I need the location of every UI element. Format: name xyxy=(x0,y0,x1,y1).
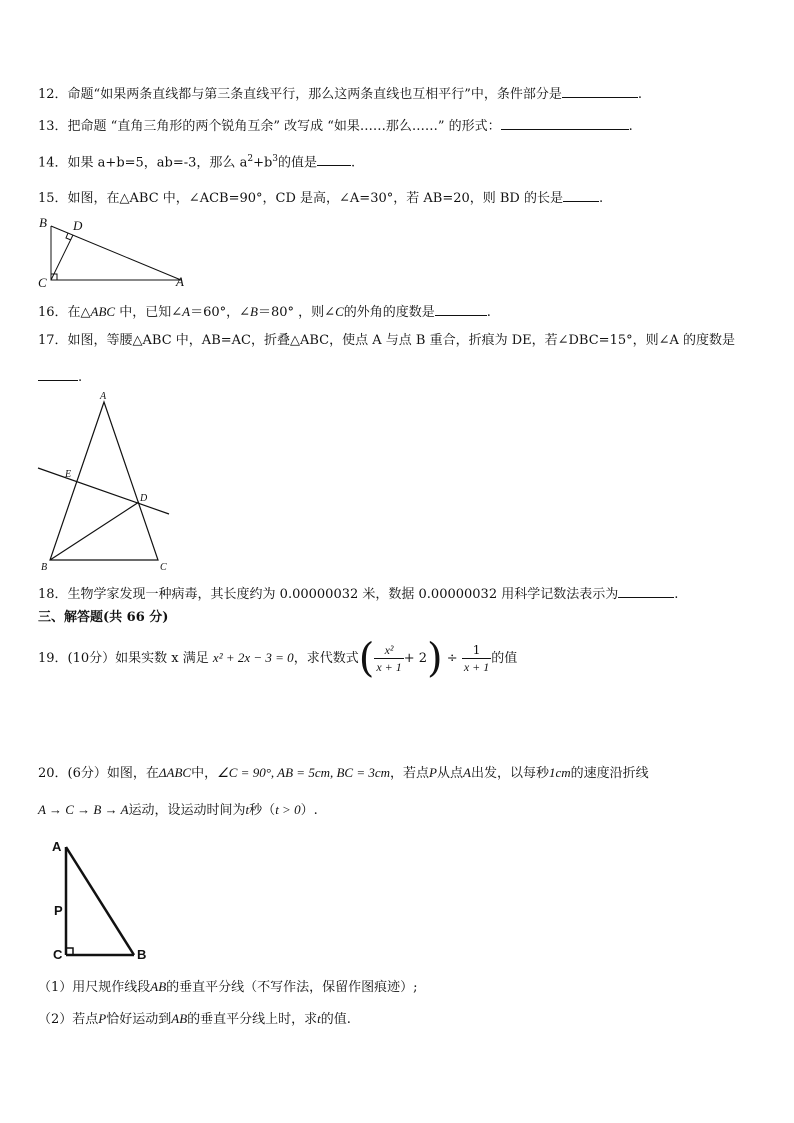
q20-text-e: 出发，以每秒 xyxy=(470,766,549,781)
q19-left-paren: ( xyxy=(358,635,375,682)
q20-p: P xyxy=(429,765,437,780)
q14-sup2: 3 xyxy=(272,154,279,164)
q20-sub2-d: 的值. xyxy=(320,1012,351,1027)
q15-number: 15． xyxy=(38,191,68,206)
question-13 xyxy=(38,115,633,136)
q20-condition: ∠C = 90°, AB = 5cm, BC = 3cm xyxy=(217,765,391,780)
question-19 xyxy=(38,635,518,682)
q12-answer-blank[interactable] xyxy=(562,83,638,98)
q18-number: 18． xyxy=(38,587,68,602)
q20-label-c: C xyxy=(53,947,63,962)
question-12 xyxy=(38,83,642,104)
q20-text-i: ）. xyxy=(300,803,318,818)
q20-a: A xyxy=(463,765,471,780)
q17-number: 17． xyxy=(38,333,68,348)
q19-fraction-1 xyxy=(374,642,403,675)
q19-frac1-num: x² xyxy=(374,642,403,659)
q15-answer-blank[interactable] xyxy=(563,187,599,202)
q20-figure xyxy=(48,835,158,965)
q19-equation: x² + 2x − 3 = 0 xyxy=(212,650,294,665)
q14-sup1: 2 xyxy=(247,154,254,164)
q20-label-a: A xyxy=(52,839,62,854)
q16-text-c: ＝60°，∠ xyxy=(190,305,251,320)
q20-sub2-t: t xyxy=(317,1011,321,1026)
q16-a: A xyxy=(182,304,191,319)
q16-text-b: 中，已知∠ xyxy=(115,305,183,320)
q16-text-e: 的外角的度数是 xyxy=(343,305,435,320)
q20-sub2-b: 恰好运动到 xyxy=(106,1012,172,1027)
q20-triangle: ΔABC xyxy=(158,765,192,780)
q16-abc: ABC xyxy=(90,304,116,319)
q20-text-h: 秒（ xyxy=(249,803,276,818)
q20-sub-1 xyxy=(38,978,418,997)
q15-text: 如图，在△ABC 中，∠ACB=90°，CD 是高，∠A=30°，若 AB=20，则 BD 的长是 xyxy=(67,191,563,206)
q17-text: 如图，等腰△ABC 中，AB=AC，折叠△ABC，使点 A 与点 B 重合，折痕为 DE，若∠DBC=15°，则∠A 的度数是 xyxy=(67,333,736,348)
q19-number: 19． xyxy=(38,651,68,666)
q18-end: . xyxy=(674,587,679,602)
q15-label-b: B xyxy=(39,215,47,230)
q13-answer-blank[interactable] xyxy=(501,115,629,130)
q15-label-c: C xyxy=(38,275,47,290)
q20-text-b: 中， xyxy=(191,766,218,781)
question-20 xyxy=(38,764,649,783)
q16-text-d: ＝80° ，则∠ xyxy=(257,305,336,320)
q20-sub-2 xyxy=(38,1010,351,1029)
q20-sub2-ab: AB xyxy=(171,1011,188,1026)
q20-t: t xyxy=(245,802,250,817)
q13-text: 把命题 “直角三角形的两个锐角互余” 改写成 “如果……那么……” 的形式： xyxy=(67,119,501,134)
q20-number: 20． xyxy=(38,766,68,781)
question-15 xyxy=(38,187,603,208)
q12-number: 12． xyxy=(38,87,68,102)
q12-text: 命题“如果两条直线都与第三条直线平行，那么这两条直线也互相平行”中，条件部分是 xyxy=(67,87,562,102)
q18-answer-blank[interactable] xyxy=(618,583,674,598)
q20-t-condition: t > 0 xyxy=(275,802,301,817)
q17-label-b: B xyxy=(41,562,48,573)
q16-number: 16． xyxy=(38,305,68,320)
q14-end: . xyxy=(351,155,356,171)
q20-text-g: 运动，设运动时间为 xyxy=(128,803,246,818)
q16-c: C xyxy=(335,304,344,319)
q15-label-d: D xyxy=(73,218,83,233)
q17-label-e: E xyxy=(65,469,72,480)
q17-answer-blank[interactable] xyxy=(38,366,78,381)
q20-text-c: ，若点 xyxy=(390,766,430,781)
question-18 xyxy=(38,583,678,604)
q19-text-a: 如果实数 x 满足 xyxy=(115,651,209,666)
q16-text-a: 在△ xyxy=(67,305,91,320)
q17-triangle xyxy=(50,402,158,560)
q20-sub1-b: 的垂直平分线（不写作法，保留作图痕迹）; xyxy=(166,980,418,995)
q19-frac2-den: x + 1 xyxy=(463,660,490,674)
q17-label-c: C xyxy=(160,562,167,573)
question-20-line2 xyxy=(38,801,318,820)
q16-b: B xyxy=(250,304,258,319)
question-17-line2 xyxy=(38,366,82,387)
question-16 xyxy=(38,301,491,322)
q15-altitude-cd xyxy=(51,235,73,280)
q20-text-d: 从点 xyxy=(437,766,464,781)
q19-text-b: ，求代数式 xyxy=(293,651,359,666)
q19-score: (10分） xyxy=(67,651,116,666)
q19-divide: ÷ xyxy=(446,651,458,666)
q14-answer-blank[interactable] xyxy=(317,151,351,166)
q14-text-a: 如果 a+b=5，ab=-3，那么 a xyxy=(67,155,248,171)
q16-answer-blank[interactable] xyxy=(435,301,487,316)
q20-sub2-p: P xyxy=(98,1011,107,1026)
q20-label-b: B xyxy=(137,947,147,962)
q15-figure xyxy=(36,214,196,294)
q20-sub2-a: （2）若点 xyxy=(38,1012,99,1027)
q15-triangle xyxy=(51,226,181,280)
section-3-title: 三、解答题(共 66 分) xyxy=(38,610,169,625)
q20-sub1-a: （1）用尺规作线段 xyxy=(38,980,151,995)
q14-text-b: +b xyxy=(253,155,273,171)
q15-end: . xyxy=(599,191,604,206)
q17-end: . xyxy=(78,370,83,385)
q14-number: 14． xyxy=(38,155,68,171)
q20-sub1-ab: AB xyxy=(150,979,167,994)
q17-figure xyxy=(36,388,176,573)
q20-side-ab xyxy=(66,847,134,955)
q15-label-a: A xyxy=(176,274,184,289)
question-17 xyxy=(38,332,735,350)
q18-text: 生物学家发现一种病毒，其长度约为 0.00000032 米，数据 0.00000032 用科学记数法表示为 xyxy=(67,587,619,602)
q20-text-f: 的速度沿折线 xyxy=(570,766,649,781)
question-14 xyxy=(38,150,355,172)
q19-frac1-den: x + 1 xyxy=(376,660,402,674)
q20-text-a: 如图，在 xyxy=(106,766,159,781)
q17-label-d: D xyxy=(140,493,148,504)
q13-number: 13． xyxy=(38,119,68,134)
q19-fraction-2 xyxy=(462,642,491,675)
q20-score: (6分） xyxy=(67,766,107,781)
q20-path: A → C → B → A xyxy=(38,802,129,817)
q20-label-p: P xyxy=(54,903,63,918)
q19-frac2-num: 1 xyxy=(462,642,491,659)
q14-text-c: 的值是 xyxy=(278,155,318,171)
q13-end: . xyxy=(628,119,633,134)
q20-speed: 1cm xyxy=(548,765,571,780)
q17-label-a: A xyxy=(100,391,107,402)
q16-end: . xyxy=(486,305,491,320)
q20-sub2-c: 的垂直平分线上时，求 xyxy=(187,1012,318,1027)
q17-fold-line xyxy=(38,468,169,514)
q17-segment-bd xyxy=(50,502,139,560)
q19-plus-two: + 2 xyxy=(403,651,428,666)
q19-right-paren: ) xyxy=(427,635,443,682)
q19-text-c: 的值 xyxy=(491,651,518,666)
q12-end: . xyxy=(637,87,642,102)
